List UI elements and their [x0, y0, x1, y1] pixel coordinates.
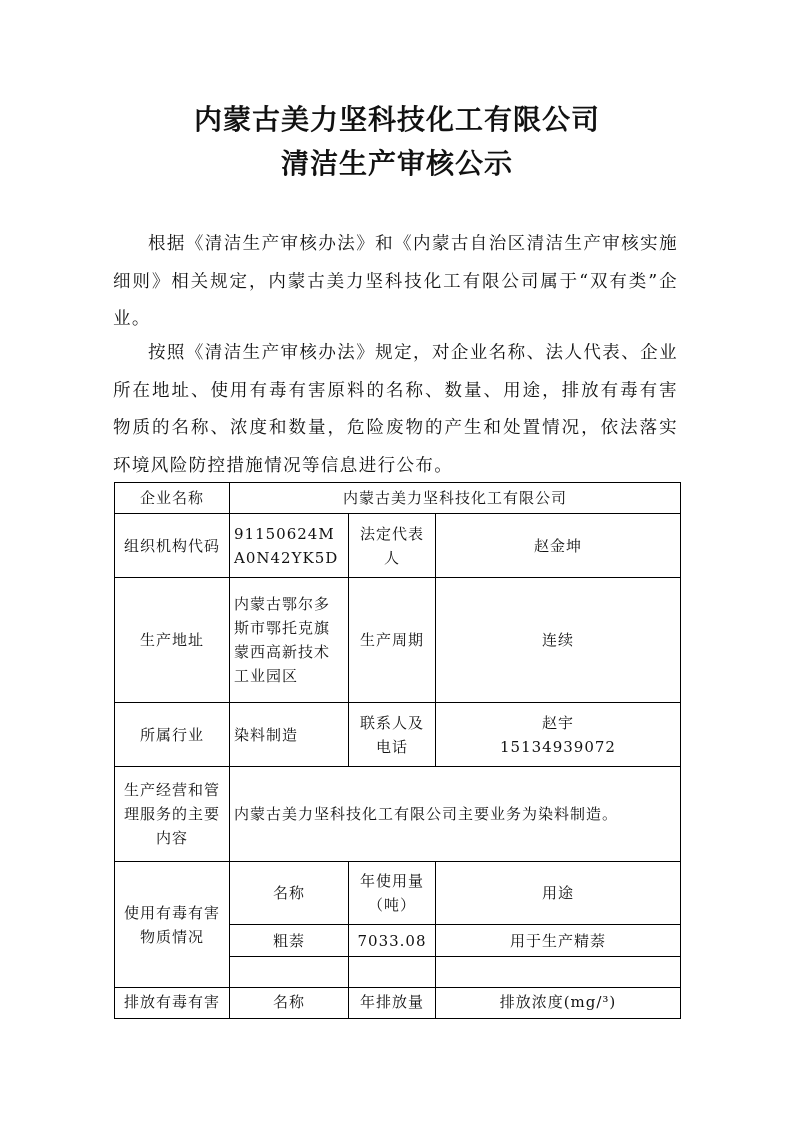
toxic-emit-header-conc: 排放浓度(mg/³) [436, 988, 681, 1019]
document-title: 内蒙古美力坚科技化工有限公司 [193, 103, 600, 136]
address-label: 生产地址 [115, 578, 230, 703]
production-cycle-value: 连续 [436, 578, 681, 703]
toxic-use-row-annual: 7033.08 [349, 925, 436, 957]
address-value: 内蒙古鄂尔多斯市鄂托克旗蒙西高新技术工业园区 [230, 578, 349, 703]
toxic-use-header-annual: 年使用量（吨） [349, 862, 436, 925]
toxic-use-row-usage: 用于生产精萘 [436, 925, 681, 957]
legal-rep-label: 法定代表人 [349, 514, 436, 578]
toxic-use-row-name: 粗萘 [230, 925, 349, 957]
toxic-emit-header-annual: 年排放量 [349, 988, 436, 1019]
toxic-use-header-name: 名称 [230, 862, 349, 925]
business-label: 生产经营和管理服务的主要内容 [115, 767, 230, 862]
document-subtitle: 清洁生产审核公示 [280, 147, 513, 180]
org-code-value: 91150624MA0N42YK5D [230, 514, 349, 578]
industry-label: 所属行业 [115, 703, 230, 767]
toxic-use-row-name [230, 957, 349, 988]
toxic-use-header-usage: 用途 [436, 862, 681, 925]
disclosure-paragraph: 按照《清洁生产审核办法》规定，对企业名称、法人代表、企业所在地址、使用有毒有害原料的名称、数量、用途，排放有毒有害物质的名称、浓度和数量，危险废物的产生和处置情况，依法落实环境风险防控措施情况等信息进行公布。 [113, 343, 678, 476]
contact-value [436, 703, 681, 767]
business-value: 内蒙古美力坚科技化工有限公司主要业务为染料制造。 [230, 767, 681, 862]
toxic-emit-header-name: 名称 [230, 988, 349, 1019]
intro-paragraph: 根据《清洁生产审核办法》和《内蒙古自治区清洁生产审核实施细则》相关规定，内蒙古美力坚科技化工有限公司属于“双有类”企业。 [113, 234, 678, 329]
toxic-use-row-usage [436, 957, 681, 988]
contact-label: 联系人及电话 [349, 703, 436, 767]
industry-value: 染料制造 [230, 703, 349, 767]
contact-name: 赵宇 [541, 713, 574, 732]
contact-phone: 15134939072 [500, 737, 616, 756]
enterprise-info-table [114, 482, 681, 1019]
company-name-value: 内蒙古美力坚科技化工有限公司 [230, 483, 681, 514]
org-code-label: 组织机构代码 [115, 514, 230, 578]
toxic-use-row-annual [349, 957, 436, 988]
toxic-use-label: 使用有毒有害物质情况 [115, 862, 230, 988]
company-name-label: 企业名称 [115, 483, 230, 514]
legal-rep-value: 赵金坤 [436, 514, 681, 578]
production-cycle-label: 生产周期 [349, 578, 436, 703]
toxic-emit-label: 排放有毒有害 [115, 988, 230, 1019]
